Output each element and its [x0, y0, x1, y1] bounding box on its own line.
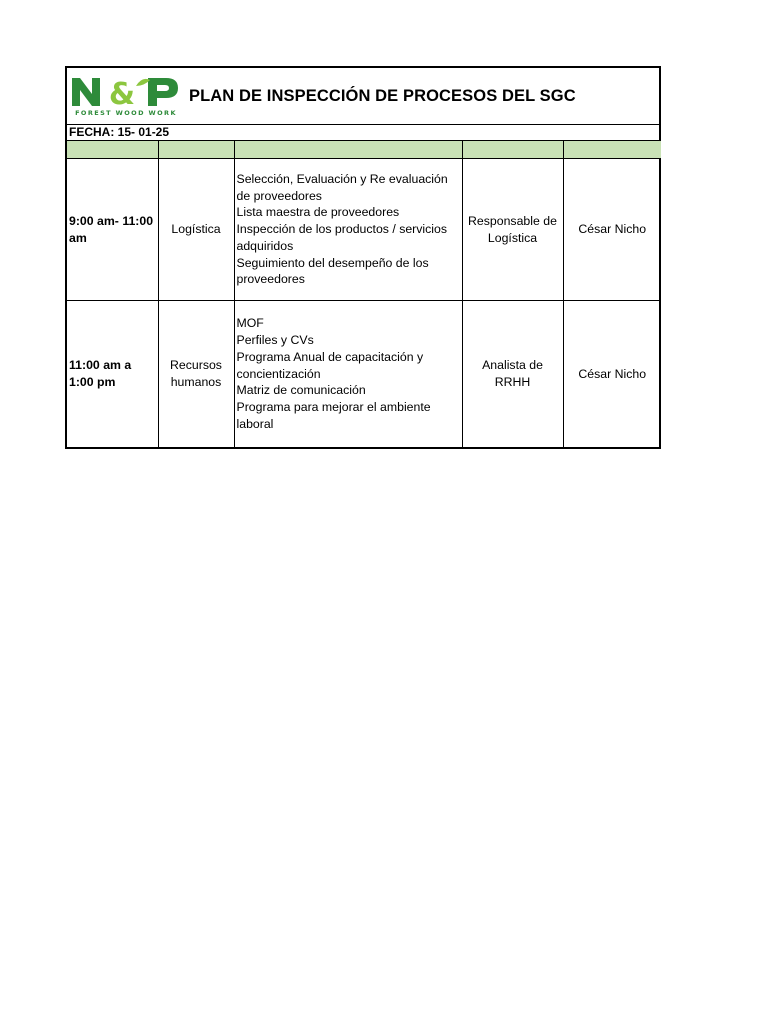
process-cell: Recursos humanos: [158, 301, 234, 448]
documents-cell: [234, 301, 462, 448]
company-logo: [70, 74, 182, 118]
header-cell: [462, 141, 563, 159]
document-item: Programa Anual de capacitación y concientización: [236, 349, 424, 381]
document-item: Lista maestra de proveedores: [236, 205, 400, 220]
responsible-cell: Responsable de Logística: [462, 159, 563, 301]
document-item: Perfiles y CVs: [236, 333, 314, 347]
inspection-table: [67, 141, 661, 447]
document-item: MOF: [236, 316, 264, 331]
responsible-cell: Analista de RRHH: [462, 301, 563, 448]
logo-subtitle: FOREST WOOD WORK: [75, 109, 177, 117]
table-row: [67, 301, 661, 448]
document-item: Programa para mejorar el ambiente laboral: [236, 400, 431, 431]
auditor-cell: César Nicho: [563, 159, 661, 301]
header-cell: [234, 141, 462, 159]
process-cell: Logística: [158, 159, 234, 301]
table-row: [67, 159, 661, 301]
time-cell: 11:00 am a 1:00 pm: [67, 301, 158, 448]
table-header-band: [67, 141, 661, 159]
time-cell: 9:00 am- 11:00 am: [67, 159, 158, 301]
page-title: PLAN DE INSPECCIÓN DE PROCESOS DEL SGC: [189, 86, 576, 105]
svg-text:&: &: [108, 77, 136, 112]
title-row: [67, 68, 659, 125]
date-label: FECHA: 15- 01-25: [67, 125, 659, 141]
header-cell: [563, 141, 661, 159]
header-cell: [67, 141, 158, 159]
document-item: Seguimiento del desempeño de los proveedores: [236, 255, 429, 287]
document-item: Inspección de los productos / servicios adquiridos: [236, 222, 448, 253]
auditor-cell: César Nicho: [563, 301, 661, 448]
document-item: Matriz de comunicación: [236, 383, 366, 398]
document-item: Selección, Evaluación y Re evaluación de proveedores: [236, 171, 448, 203]
logo-np-mark: [72, 77, 178, 112]
header-cell: [158, 141, 234, 159]
inspection-plan-sheet: [65, 66, 661, 449]
documents-cell: [234, 159, 462, 301]
